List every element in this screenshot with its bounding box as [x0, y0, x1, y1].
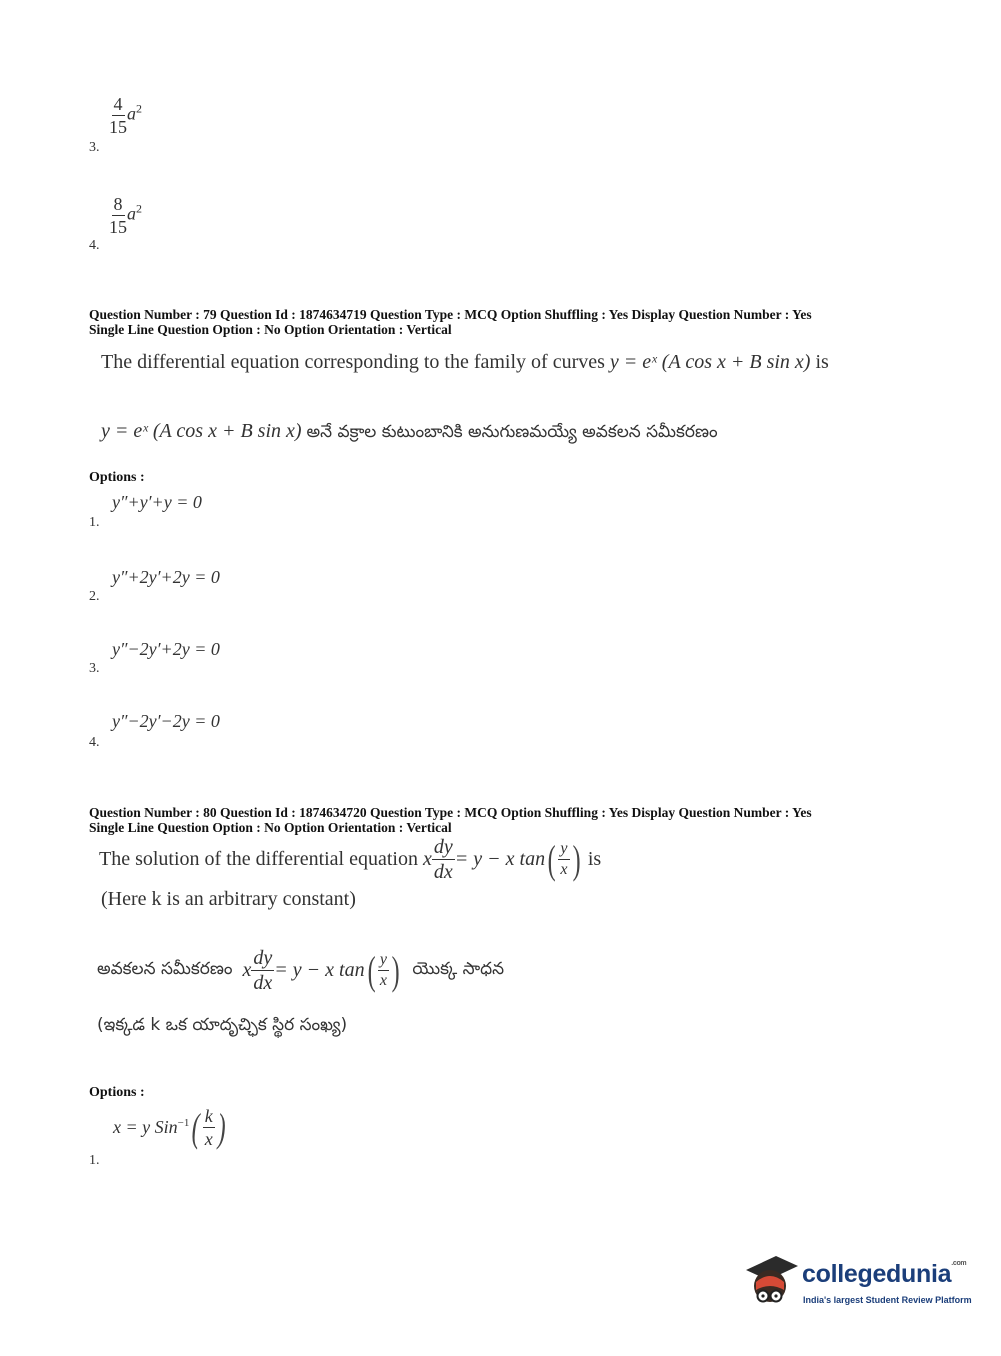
q79-question-en: The differential equation corresponding to the family of curves y = eˣ (A cos x + B sin x) is [101, 351, 829, 373]
logo-tagline: India's largest Student Review Platform [803, 1295, 972, 1305]
q79-meta-line1: Question Number : 79 Question Id : 1874634719 Question Type : MCQ Option Shuffling : Yes Display Question Number : Yes [89, 307, 812, 322]
q79-meta [89, 307, 812, 337]
q80-question-te: అవకలన సమీకరణం x $\frac{dy}{dx}$ = y − x tan ( $\frac{y}{x}$ ) యొక్క సాధన [97, 947, 505, 994]
q79-question-te: y = eˣ (A cos x + B sin x) అనే వక్రాల కుటుంబానికి అనుగుణమయ్యే అవకలన సమీకరణం [101, 420, 718, 442]
q79-meta-line2: Single Line Question Option : No Option Orientation : Vertical [89, 322, 452, 337]
q79-option-2-number: 2. [89, 589, 100, 604]
q80-note-te: (ఇక్కడ k ఒక యాదృచ్ఛిక స్థిర సంఖ్య) [97, 1015, 348, 1035]
q80-option-1-number: 1. [89, 1153, 100, 1168]
option-4-number: 4. [89, 238, 100, 253]
option-3-expression: $\frac{4}{15}$ $a^2$ [109, 94, 142, 137]
q80-options-label: Options : [89, 1085, 145, 1100]
mascot-icon [742, 1252, 800, 1310]
q79-option-3-number: 3. [89, 661, 100, 676]
option-3-number: 3. [89, 140, 100, 155]
q79-option-1-number: 1. [89, 515, 100, 530]
q79-option-4-number: 4. [89, 735, 100, 750]
q79-option-4[interactable]: y″−2y′−2y = 0 [112, 711, 220, 731]
q80-meta [89, 805, 812, 835]
q79-options-label: Options : [89, 470, 145, 485]
q80-meta-line2: Single Line Question Option : No Option Orientation : Vertical [89, 820, 452, 835]
q80-option-1[interactable]: x = y Sin $^{-1}$ ( $\frac{k}{x}$ ) [113, 1104, 226, 1150]
q79-option-2[interactable]: y″+2y′+2y = 0 [112, 567, 220, 587]
option-4-expression: $\frac{8}{15}$ $a^2$ [109, 194, 142, 237]
logo-brand: collegedunia$^{.com}$ [802, 1260, 967, 1288]
collegedunia-logo[interactable] [742, 1250, 972, 1320]
q79-option-3[interactable]: y″−2y′+2y = 0 [112, 639, 220, 659]
q79-option-1[interactable]: y″+y′+y = 0 [112, 492, 202, 512]
q80-note-en: (Here k is an arbitrary constant) [101, 888, 356, 910]
q80-question-en: The solution of the differential equation x $\frac{dy}{dx}$ = y − x tan ( $\frac{y}{x}$ ) is [99, 836, 602, 883]
q80-meta-line1: Question Number : 80 Question Id : 1874634720 Question Type : MCQ Option Shuffling : Yes Display Question Number : Yes [89, 805, 812, 820]
